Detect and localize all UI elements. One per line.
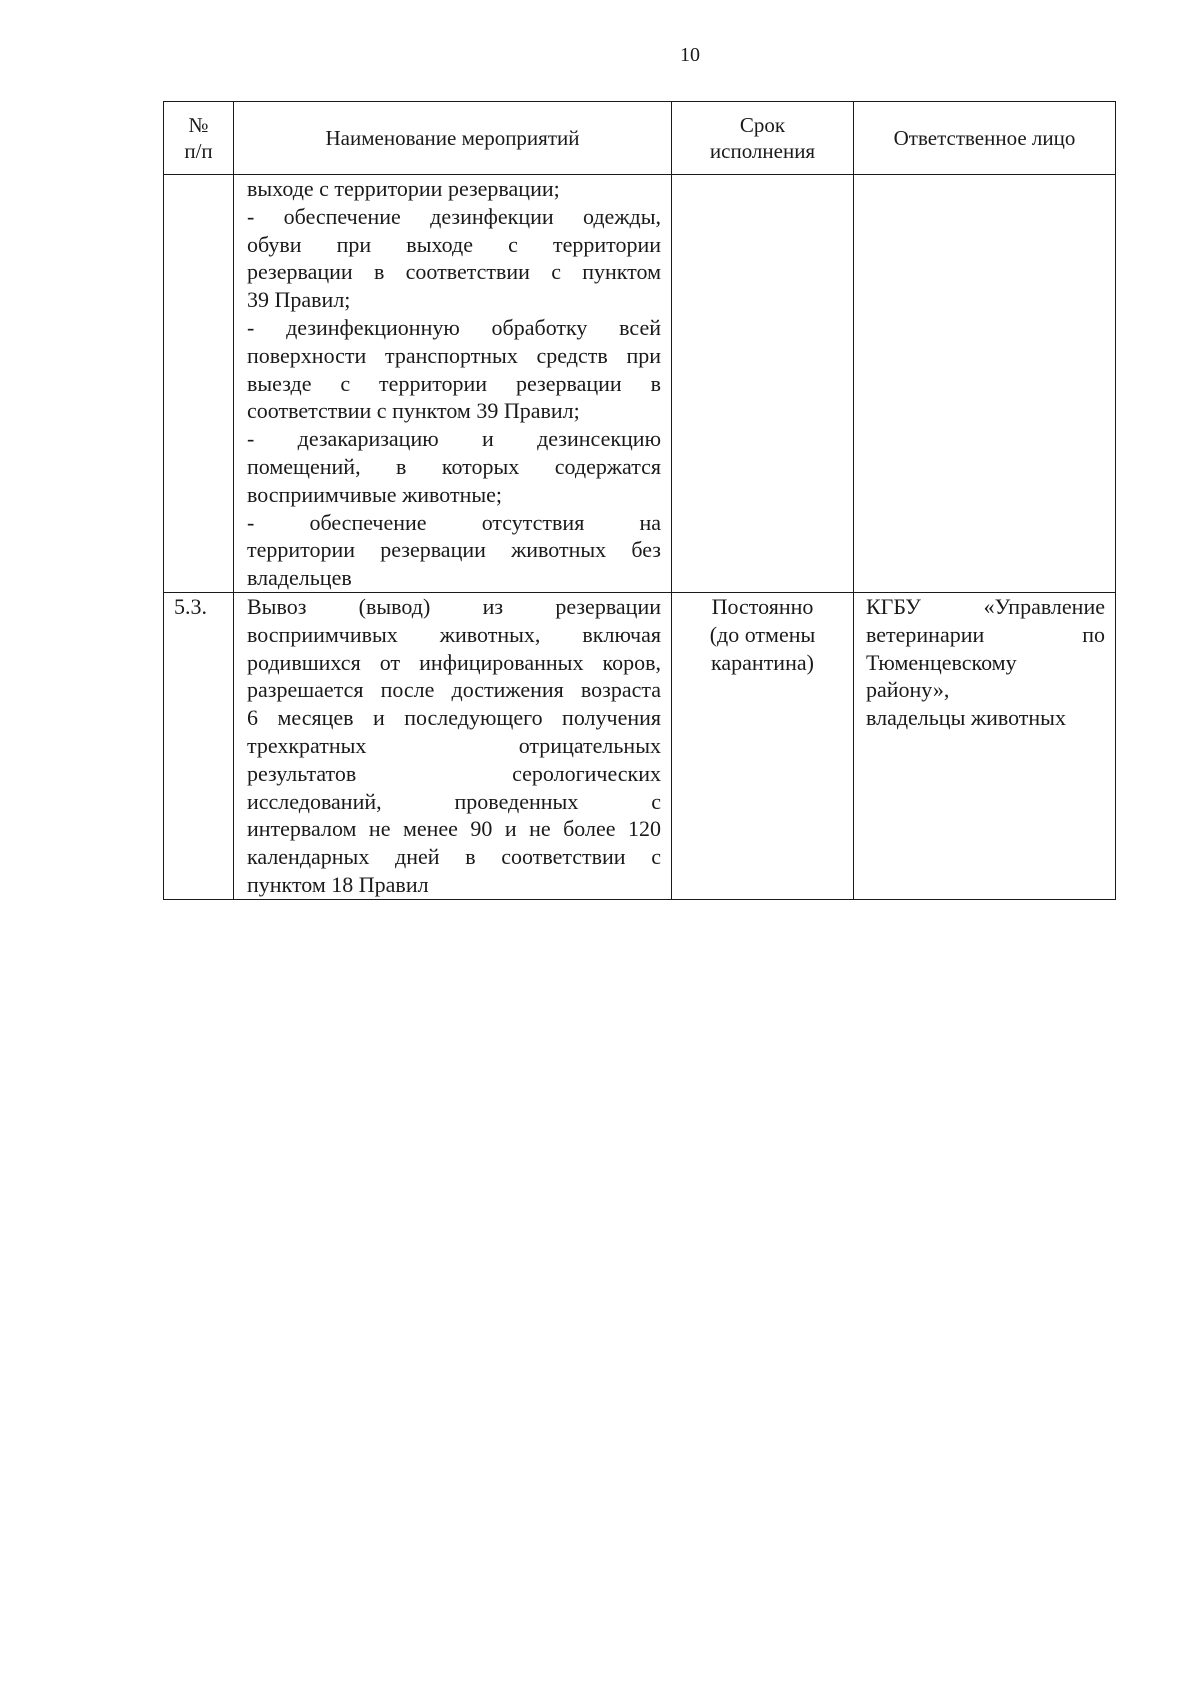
activity-text-line: - дезинфекционную обработку всей <box>247 314 661 340</box>
term-cell <box>672 175 854 593</box>
table-row <box>164 592 1116 899</box>
activity-text-line: - обеспечение дезинфекции одежды, <box>247 203 661 229</box>
header-responsible: Ответственное лицо <box>854 102 1116 175</box>
header-number-sign: № <box>188 113 209 137</box>
activity-text-line: обуви при выходе с территории <box>247 231 661 257</box>
term-cell <box>672 592 854 899</box>
activity-text-line: резервации в соответствии с пунктом <box>247 259 661 285</box>
term-text-line: Постоянно <box>711 593 814 619</box>
activity-text-line: территории резервации животных без <box>247 537 661 563</box>
activity-text-line: календарных дней в соответствии с <box>247 844 661 870</box>
activity-text-line: выходе с территории резервации; <box>247 176 560 201</box>
activity-text-line: поверхности транспортных средств при <box>247 342 661 368</box>
activity-text-line: - обеспечение отсутствия на <box>247 509 661 535</box>
term-text-line: карантина) <box>711 649 814 675</box>
activity-text-line: соответствии с пунктом 39 Правил; <box>247 398 580 424</box>
activity-text-line: 6 месяцев и последующего получения <box>247 705 661 731</box>
responsible-text-line: району», <box>866 677 950 703</box>
responsible-text-line: владельцы животных <box>866 705 1066 731</box>
header-number <box>164 102 234 175</box>
activity-text-line: Вывоз (вывод) из резервации <box>247 593 661 619</box>
header-number-abbr: п/п <box>184 139 213 163</box>
activity-text-line: результатов серологических <box>247 760 661 786</box>
activity-text-line: пунктом 18 Правил <box>247 871 429 897</box>
responsible-text-line: Тюменцевскому <box>866 649 1017 675</box>
table-header-row <box>164 102 1116 175</box>
activity-text-line: выезде с территории резервации в <box>247 370 661 396</box>
responsible-text-line: КГБУ «Управление <box>866 593 1105 619</box>
activity-text-line: владельцев <box>247 565 352 591</box>
activity-text-line: исследований, проведенных с <box>247 788 661 814</box>
activity-text-line: - дезакаризацию и дезинсекцию <box>247 426 661 452</box>
header-activity: Наименование мероприятий <box>234 102 672 175</box>
activity-text-line: разрешается после достижения возраста <box>247 677 661 703</box>
activity-text-line: помещений, в которых содержатся <box>247 453 661 479</box>
activity-text-line: восприимчивых животных, включая <box>247 621 661 647</box>
activity-cell <box>234 175 672 593</box>
activity-text-line: 39 Правил; <box>247 287 351 313</box>
responsible-cell <box>854 175 1116 593</box>
activities-table <box>163 101 1116 900</box>
header-term-line: исполнения <box>709 139 816 163</box>
responsible-cell <box>854 592 1116 899</box>
page-number: 10 <box>680 44 700 66</box>
row-number-cell: 5.3. <box>164 592 234 899</box>
activity-text-line: трехкратных отрицательных <box>247 732 661 758</box>
activity-text-line: интервалом не менее 90 и не более 120 <box>247 816 661 842</box>
activity-text-line: родившихся от инфицированных коров, <box>247 649 661 675</box>
row-number-cell <box>164 175 234 593</box>
responsible-text-line: ветеринарии по <box>866 621 1105 647</box>
activity-cell <box>234 592 672 899</box>
term-text-line: (до отмены <box>709 621 816 647</box>
activity-text-line: восприимчивые животные; <box>247 481 503 507</box>
table-row <box>164 175 1116 593</box>
header-term <box>672 102 854 175</box>
header-term-line: Срок <box>739 113 786 137</box>
